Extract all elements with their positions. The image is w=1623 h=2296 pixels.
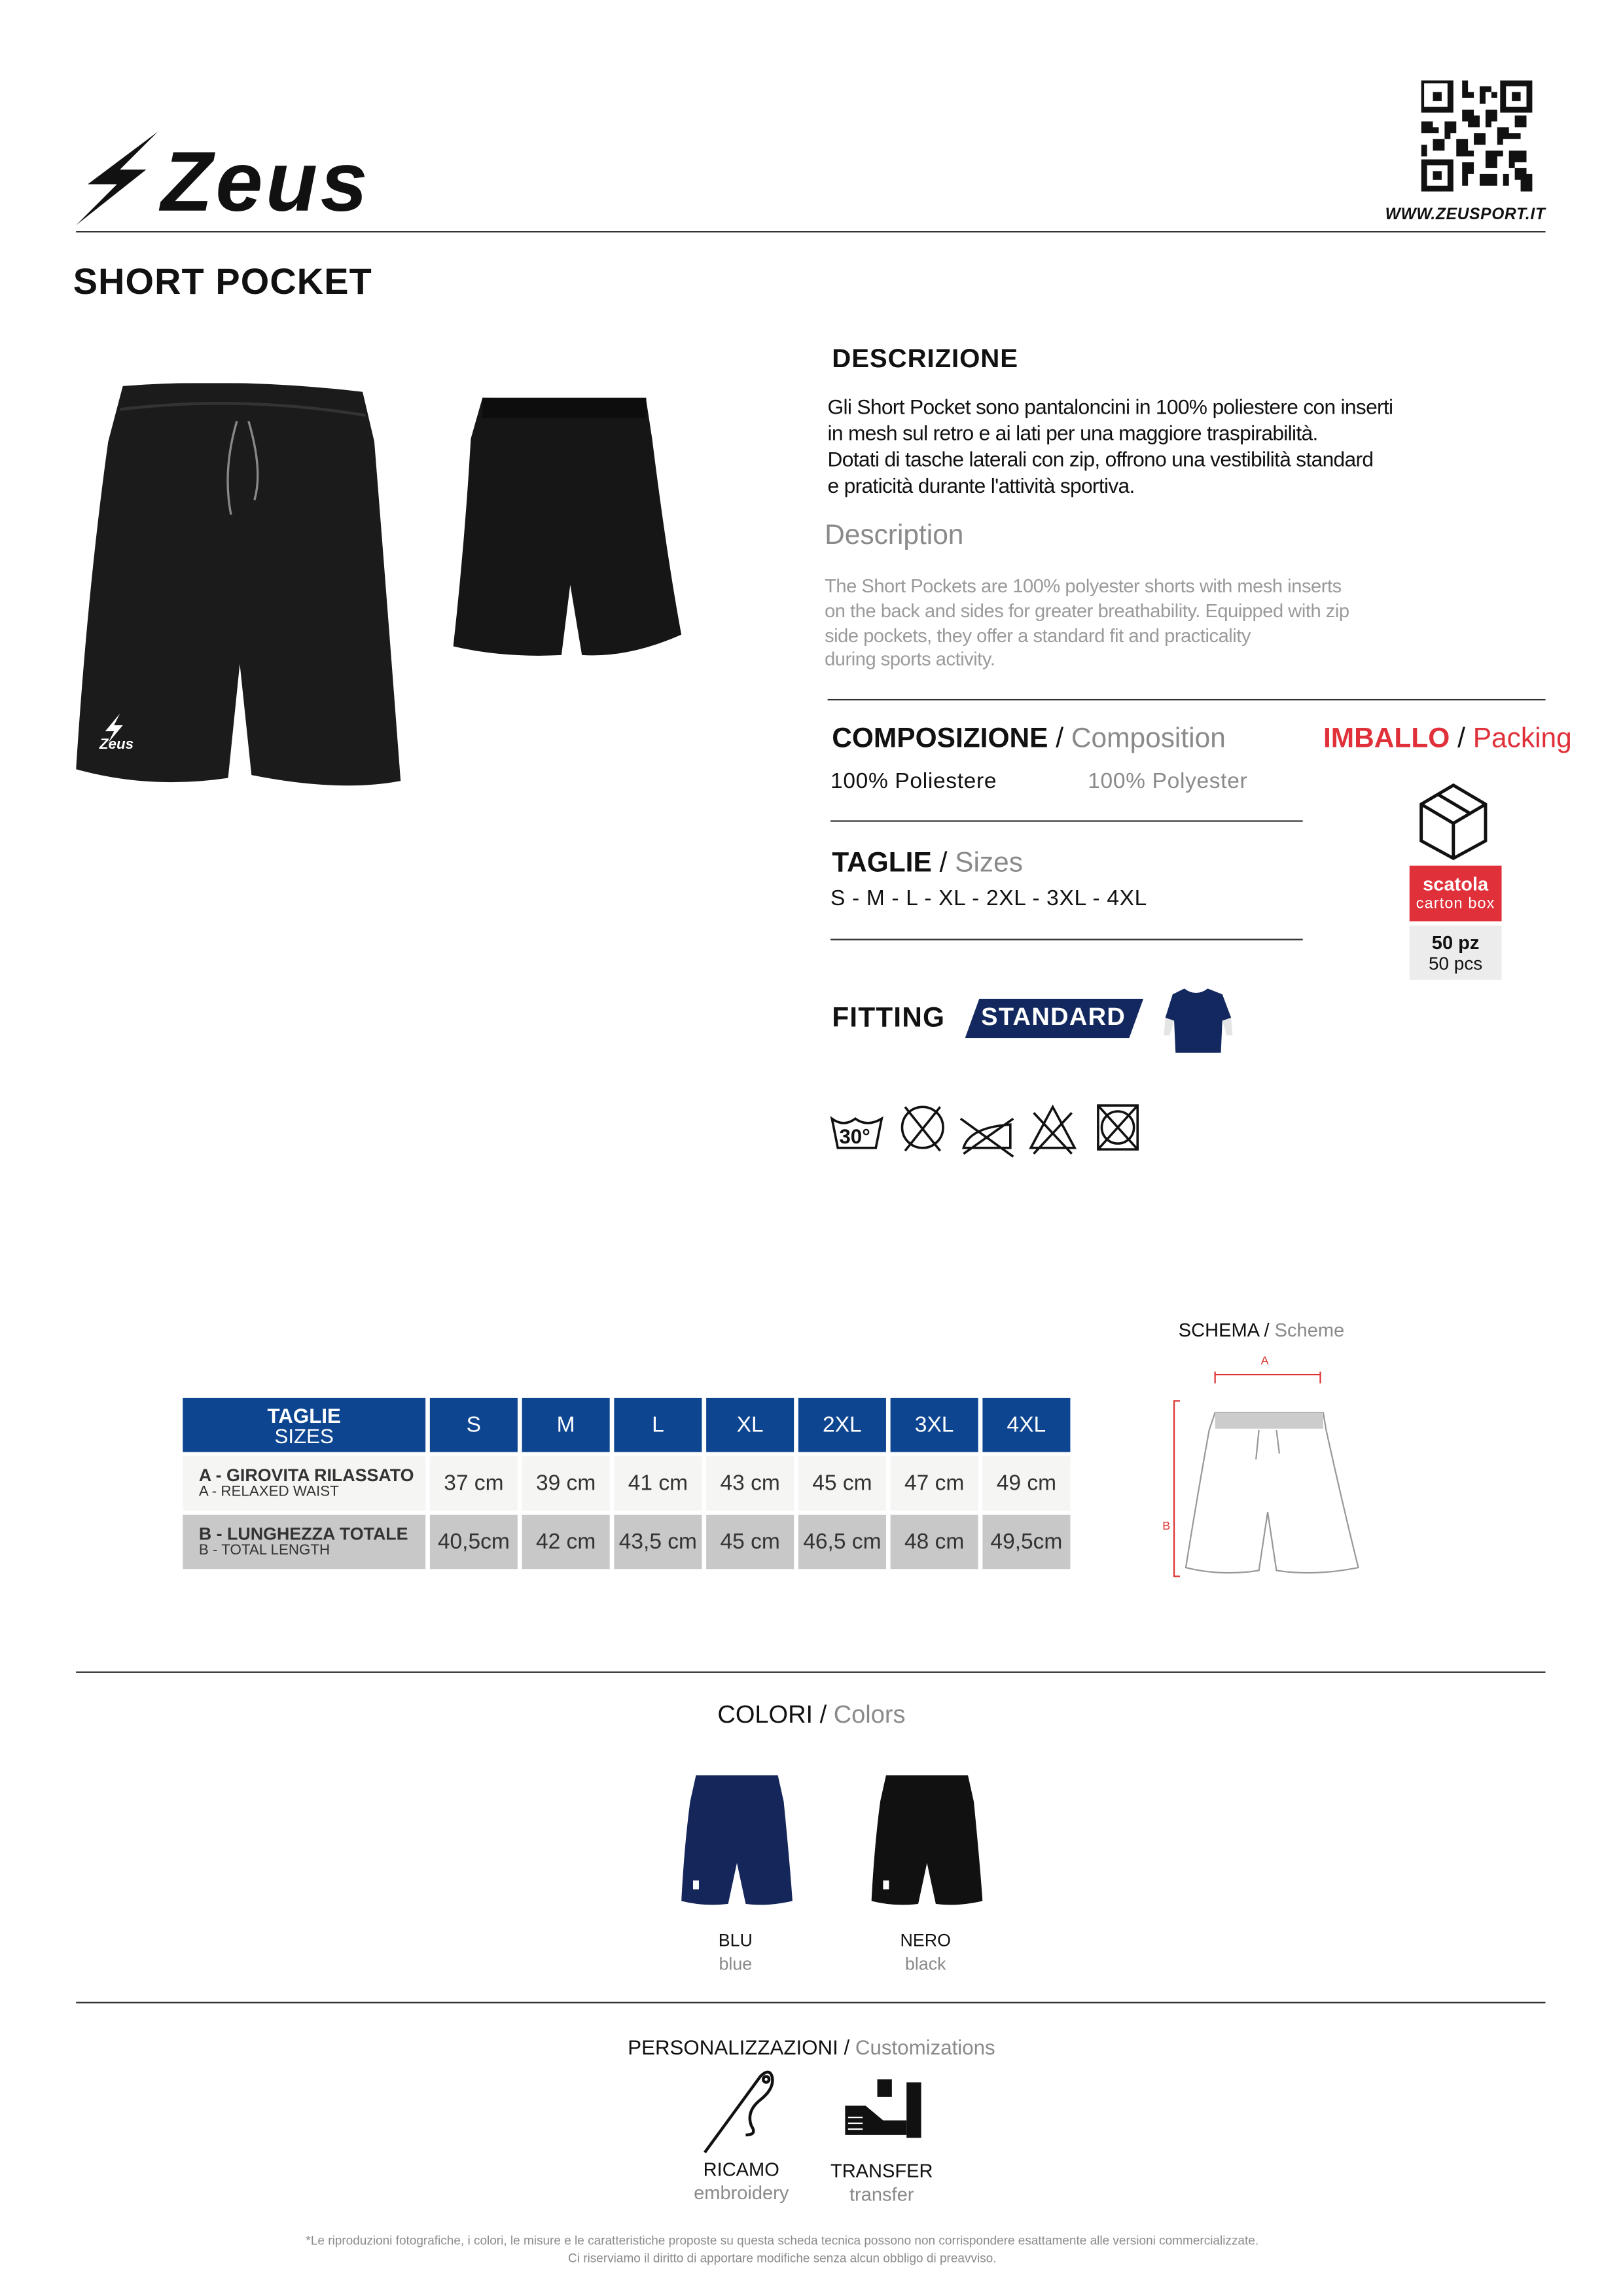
divider: [830, 939, 1303, 941]
color-it: BLU: [718, 1930, 753, 1951]
wash-30-icon: [832, 1119, 882, 1148]
svg-text:30°: 30°: [839, 1125, 870, 1149]
table-cell: 46,5 cm: [798, 1515, 886, 1570]
header-cell: 4XL: [982, 1398, 1070, 1452]
custom-it: RICAMO: [703, 2158, 779, 2181]
product-image-front: [76, 383, 403, 800]
heading-en: Scheme: [1274, 1319, 1345, 1341]
composition-heading: COMPOSIZIONE / Composition: [832, 723, 1226, 755]
heading-it: TAGLIE: [832, 848, 932, 879]
svg-text:B: B: [1162, 1518, 1171, 1532]
qty-it: 50 pz: [1431, 931, 1480, 954]
box-icon: [1416, 782, 1491, 869]
header-cell: M: [522, 1398, 610, 1452]
header-cell: 3XL: [891, 1398, 978, 1452]
text-line: in mesh sul retro e ai lati per una maggiore traspirabilità.: [827, 422, 1318, 446]
fitting-label: FITTING: [832, 1003, 946, 1034]
divider: [830, 820, 1303, 822]
no-tumble-dry-icon: [1098, 1105, 1137, 1149]
table-cell: 45 cm: [798, 1456, 886, 1511]
colors-heading: COLORI / Colors: [717, 1700, 906, 1729]
svg-text:Zeus: Zeus: [99, 735, 134, 752]
packing-qty: [1410, 925, 1502, 980]
qr-code: [1421, 81, 1533, 192]
svg-text:Zeus: Zeus: [160, 134, 371, 228]
text-line: Dotati di tasche laterali con zip, offrono una vestibilità standard: [827, 448, 1374, 473]
table-cell: 39 cm: [522, 1456, 610, 1511]
composition-it: 100% Poliestere: [830, 769, 997, 795]
no-iron-icon: [961, 1119, 1013, 1157]
header-it: TAGLIE: [267, 1403, 341, 1427]
heading-it: COMPOSIZIONE: [832, 723, 1048, 755]
heading-en: Sizes: [955, 848, 1023, 879]
care-icons: [829, 1101, 1151, 1167]
sizes-list: S - M - L - XL - 2XL - 3XL - 4XL: [830, 886, 1148, 911]
text-line: side pockets, they offer a standard fit and practicality: [825, 624, 1251, 646]
box-en: carton box: [1416, 895, 1495, 913]
heading-it: IMBALLO: [1323, 723, 1450, 755]
description-en-heading: Description: [825, 520, 964, 552]
header-cell: L: [614, 1398, 702, 1452]
size-table: [179, 1393, 1075, 1573]
qty-en: 50 pcs: [1428, 953, 1483, 974]
divider: [76, 1672, 1545, 1674]
description-it: [828, 395, 1393, 500]
table-row: [183, 1515, 1070, 1570]
disclaimer-line: *Le riproduzioni fotografiche, i colori, le misure e le caratteristiche proposte su questa scheda tecnica possono non corrispondere esattamente alle versioni commercializzate.: [306, 2233, 1259, 2248]
text-line: e praticità durante l'attività sportiva.: [827, 475, 1135, 499]
no-bleach-icon: [902, 1107, 944, 1151]
color-label-blue: [677, 1929, 794, 1975]
row-label: B - LUNGHEZZA TOTALE B - TOTAL LENGTH: [183, 1515, 425, 1570]
custom-en: embroidery: [694, 2181, 789, 2204]
table-cell: 49,5cm: [982, 1515, 1070, 1570]
table-cell: 45 cm: [706, 1515, 794, 1570]
header-en: SIZES: [274, 1423, 334, 1447]
zeus-logo: [76, 129, 442, 228]
color-swatch-blue[interactable]: [681, 1772, 793, 1914]
header-cell: 2XL: [798, 1398, 886, 1452]
customizations-heading: PERSONALIZZAZIONI / Customizations: [628, 2036, 995, 2059]
heading-en: Packing: [1472, 723, 1572, 755]
packing-box-label: [1410, 866, 1502, 922]
text-line: The Short Pockets are 100% polyester shorts with mesh inserts: [825, 575, 1342, 597]
heading-en: Colors: [833, 1700, 906, 1729]
fitting-value: STANDARD: [981, 1003, 1126, 1031]
sizes-heading: TAGLIE / Sizes: [832, 848, 1023, 879]
table-cell: 37 cm: [430, 1456, 518, 1511]
scheme-drawing: [1162, 1348, 1367, 1590]
table-cell: 43 cm: [706, 1456, 794, 1511]
custom-it: TRANSFER: [830, 2159, 933, 2182]
header-cell: XL: [706, 1398, 794, 1452]
custom-en: transfer: [849, 2183, 914, 2206]
header-cell: S: [430, 1398, 518, 1452]
disclaimer: [0, 2233, 1565, 2267]
description-heading: DESCRIZIONE: [832, 344, 1018, 373]
product-title: SHORT POCKET: [73, 261, 372, 303]
divider: [828, 699, 1546, 701]
table-cell: 41 cm: [614, 1456, 702, 1511]
website-link[interactable]: WWW.ZEUSPORT.IT: [1385, 206, 1546, 224]
table-cell: 40,5cm: [430, 1515, 518, 1570]
customization-transfer: [809, 2160, 955, 2206]
color-label-black: [867, 1929, 984, 1975]
heading-en: Composition: [1071, 723, 1226, 755]
transfer-icon: [842, 2077, 924, 2154]
text-line: on the back and sides for greater breathability. Equipped with zip: [825, 599, 1349, 622]
row-label: A - GIROVITA RILASSATO A - RELAXED WAIST: [183, 1456, 425, 1511]
table-cell: 47 cm: [891, 1456, 978, 1511]
color-en: black: [904, 1953, 946, 1975]
table-cell: 48 cm: [891, 1515, 978, 1570]
color-swatch-black[interactable]: [872, 1772, 983, 1914]
composition-en: 100% Polyester: [1088, 769, 1248, 795]
scheme-heading: SCHEMA / Scheme: [1178, 1319, 1345, 1341]
box-it: scatola: [1423, 872, 1489, 895]
table-header: [183, 1398, 1070, 1452]
heading-it: COLORI: [717, 1700, 813, 1729]
packing-heading: IMBALLO / Packing: [1323, 723, 1572, 755]
disclaimer-line: Ci riserviamo il diritto di apportare modifiche senza alcun obbligo di preavviso.: [568, 2250, 997, 2265]
divider: [76, 231, 1545, 233]
tshirt-icon: [1161, 986, 1234, 1066]
heading-it: PERSONALIZZAZIONI: [628, 2036, 838, 2059]
header-cell: [183, 1398, 425, 1452]
table-row: [183, 1456, 1070, 1511]
divider: [76, 2002, 1545, 2004]
heading-en: Customizations: [855, 2036, 995, 2059]
description-en: [825, 575, 1349, 673]
heading-it: SCHEMA: [1178, 1319, 1259, 1341]
table-cell: 42 cm: [522, 1515, 610, 1570]
svg-text:A: A: [1260, 1354, 1269, 1367]
table-cell: 49 cm: [982, 1456, 1070, 1511]
no-chlorine-icon: [1031, 1107, 1075, 1153]
embroidery-icon: [702, 2068, 777, 2162]
text-line: during sports activity.: [825, 648, 995, 671]
product-image-back: [454, 395, 685, 668]
color-en: blue: [719, 1953, 753, 1975]
table-cell: 43,5 cm: [614, 1515, 702, 1570]
customization-embroidery: [668, 2159, 814, 2205]
text-line: Gli Short Pocket sono pantaloncini in 100% poliestere con inserti: [827, 396, 1393, 420]
color-it: NERO: [900, 1930, 951, 1951]
